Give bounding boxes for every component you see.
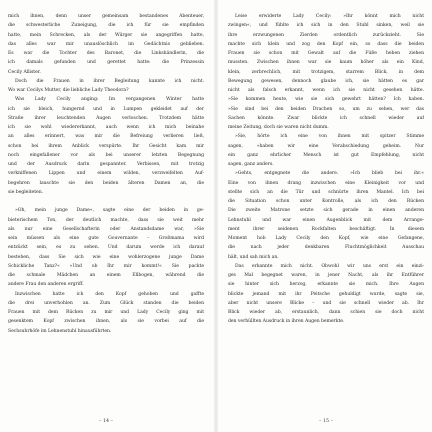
book-gutter — [214, 0, 218, 432]
text-line: ich damals gefunden und gerettet hatte: die Prinzessin — [8, 60, 204, 66]
text-line: Bewegung gewesen, dennoch glaube ich, sie hätten es gar — [228, 78, 424, 84]
text-line: noch eingefallener vor als bei unserer letzten Begegnung — [8, 152, 204, 158]
text-line: aber nicht unsere Blicke – und sie schnell wieder ab. Ihr — [228, 300, 424, 306]
text-line: andere Frau den anderen ergriff. — [8, 282, 84, 288]
text-line: den verhüllten Ausdruck in ihren Augen bemerkte. — [228, 319, 345, 325]
text-line: bieterischem Ton, der deutlich machte, dass sie weit mehr — [8, 217, 204, 223]
text-line: ges Mal begegnet waren, in jener Nacht, als ihr Entführer — [228, 273, 424, 278]
text-line: »Gehts, entgegnete die andere. »Ich blieb bei ihr.« — [235, 171, 424, 177]
text-line: »Sie kommen heute, wie sie sich gewehrt hätten? Ich haben. — [228, 97, 424, 103]
text-line: nicht als falsch erkannt, wenn ich sie nicht gesehen hätte. — [228, 88, 424, 93]
text-line: Inzwischen hatte ich den Kopf gehoben und gaffte — [15, 291, 204, 297]
left-page — [8, 12, 204, 432]
text-line: Sechsuhrhöfe im Lehnenstuhl hinausführten. — [8, 328, 112, 334]
text-line: »Sie, hörte ich eine von ihnen mit spitzer Stimme — [235, 134, 424, 140]
text-line: klein, zerbrechlich, mit trotzigem, starrem Blick, in dem — [228, 69, 424, 75]
text-line: mich ihnen, denn unser gemeinsam bestandenes Abenteuer, — [8, 14, 204, 19]
text-line: Es war die Tochter des Baronet, die Linkshändlerin, die — [8, 51, 204, 56]
text-line: zwingen«, und fühlte ich sich in den Stuhl sinken, weil sie — [228, 23, 424, 29]
text-line: ich sie bleich, hungernd und in Lumpen gekleidet auf der — [8, 106, 204, 112]
text-line: Das erkannte mich nicht. Obwohl wir uns erst ein einzi- — [235, 263, 424, 269]
text-line: verkniffenen Lippen und einem wilden, verzweifelten Auf- — [8, 171, 204, 177]
text-line: die nach jeder denkbaren Fluchtmöglichkeit Ausschau — [228, 245, 424, 251]
text-line: mussten. Zwischen ihnen war sie kaum höher als ein Kind, — [228, 60, 424, 66]
text-line: die Situation schon unter Kontrolle, als ich den Rücken — [228, 199, 424, 204]
text-line: sagen, »haben wir eine Verabschiedung geheim. Nur — [228, 143, 424, 149]
text-line: sein müssen als eine gute Gouvernante – Großmama wird — [8, 236, 204, 241]
text-line: an alles erinnert, was mir die Befreiung verlieren ließ, — [8, 134, 204, 140]
text-line: Cecily Allister. — [8, 69, 41, 75]
text-line: sie hinter sich herzog, erkannte sie mich. Ihre Augen — [228, 282, 424, 288]
left-page-text — [8, 12, 204, 408]
right-page — [228, 12, 424, 432]
text-line: hält, und sah mich an. — [228, 254, 279, 260]
text-line: bestehen, dass Sie sich wie eine wohlerzogene junge Dame — [8, 254, 204, 260]
text-line: entzückt sein, es zu sehen. Und darum werde ich darauf — [8, 245, 204, 251]
left-page-number: – 14 – — [99, 419, 113, 424]
text-line: Leise erwiderte Lady Cecily: »Ihr könnt mich nicht — [235, 14, 424, 19]
text-line: »Sie sind bei den beiden Drachen so, um zu sehen, wer das — [228, 106, 424, 112]
text-line: stellte sich an die Tür und schnürte ihren Mantel. Ich bei — [228, 189, 424, 195]
text-line: und der Ausdruck darin gespannter. Verbissen, mit trotzig — [8, 162, 204, 167]
text-line: Straße ihrer leuchtenden Augen verloschen. Trotzdem hätte — [8, 115, 204, 121]
text-line: blickte jemand mit ihr Peitsche gehuldigt wurde, sagte sie, — [228, 291, 424, 297]
text-line: sagen, ganz anders. — [228, 162, 274, 167]
text-line: als nur eine Gesellschafterin oder Anstandsdame war, »Sie — [8, 226, 204, 232]
text-line — [8, 197, 204, 206]
text-line: Blick wieder ab, erstaunlich, dann schien sie doch nicht — [228, 310, 424, 315]
text-line: Schickliche Tanz?« »Und ob Ihr mir kommt!« Sie packte — [8, 263, 204, 269]
text-line: Frauen mit dem Rücken zu mir und Lady Cecily ging mit — [8, 310, 204, 315]
text-line: ihre erzwungenen Zierden ordentlich zurückzieht. Sie — [228, 32, 424, 38]
text-line: machte sich klein und zog den Kopf ein, so dass die beiden — [228, 41, 424, 47]
text-line: Die zweite Matrone setzte sich gerade in einen anderen — [228, 208, 424, 214]
text-line: Eine von ihnen drang inzwischen eine Kleinigkeit vor und — [228, 180, 424, 186]
text-line: hatte, mein Schrecken, als der Würger sie angegriffen hatte, — [8, 32, 204, 38]
text-line: Doch die Frauen in ihrer Begleitung kannte ich nicht. — [15, 78, 204, 84]
text-line: »Oh, mein junge Dame«, sagte eine der beiden in ge- — [15, 208, 204, 214]
right-page-number: – 15 – — [319, 419, 333, 424]
text-line: das alles war mir unauslöschlich im Gedächtnis geblieben. — [8, 41, 204, 47]
text-line: schon bei ihrem Anblick verspürte. Ihr Gesicht kam mir — [8, 143, 204, 149]
text-line: die drei unverhohlen an. Zum Glück standen die beiden — [8, 300, 204, 306]
text-line: ein ganz ehrlicher Mensch ist gut Empfehlung, nicht — [228, 152, 424, 158]
text-line: Moment hob Lady Cecily den Kopf, wie eine Gefangene, — [228, 236, 424, 241]
text-line: ich sie wohl wiedererkannt, auch wenn ich mich beinahe — [8, 125, 204, 130]
text-line: begehren lauschte sie den beiden älteren Damen an, die — [8, 180, 204, 186]
text-line: Was Lady Cecily anging: Im vergangenen Winter hatte — [15, 97, 204, 103]
text-line: Lehnstuhl und war einen Augenblick mit dem Arrange- — [228, 217, 424, 223]
text-line: Frauen sie schon mit Gewalt auf die Füße heben ziehen — [228, 51, 424, 56]
text-line: ment ihrer seidenen Rockfalten beschäftigt. In diesem — [228, 226, 424, 232]
right-page-text — [228, 12, 424, 408]
text-line: meine Zeitung, doch sie waren nicht dumm. — [228, 125, 329, 130]
text-line: sie begleiteten. — [8, 189, 44, 195]
text-line: Sachen könnte. Zwar blickte ich schnell wieder auf — [228, 115, 424, 121]
text-line: die schwesterliche Zuneigung, die ich für sie empfinden — [8, 23, 204, 29]
text-line: die schmale Mädchen an einem Ellbogen, während die — [8, 273, 204, 278]
text-line: Wo war Cecilys Mutter, die liebliche Lady Theodora? — [8, 88, 129, 93]
text-line: gesenktem Kopf zwischen ihnen, als sie vorbei auf die — [8, 319, 204, 325]
